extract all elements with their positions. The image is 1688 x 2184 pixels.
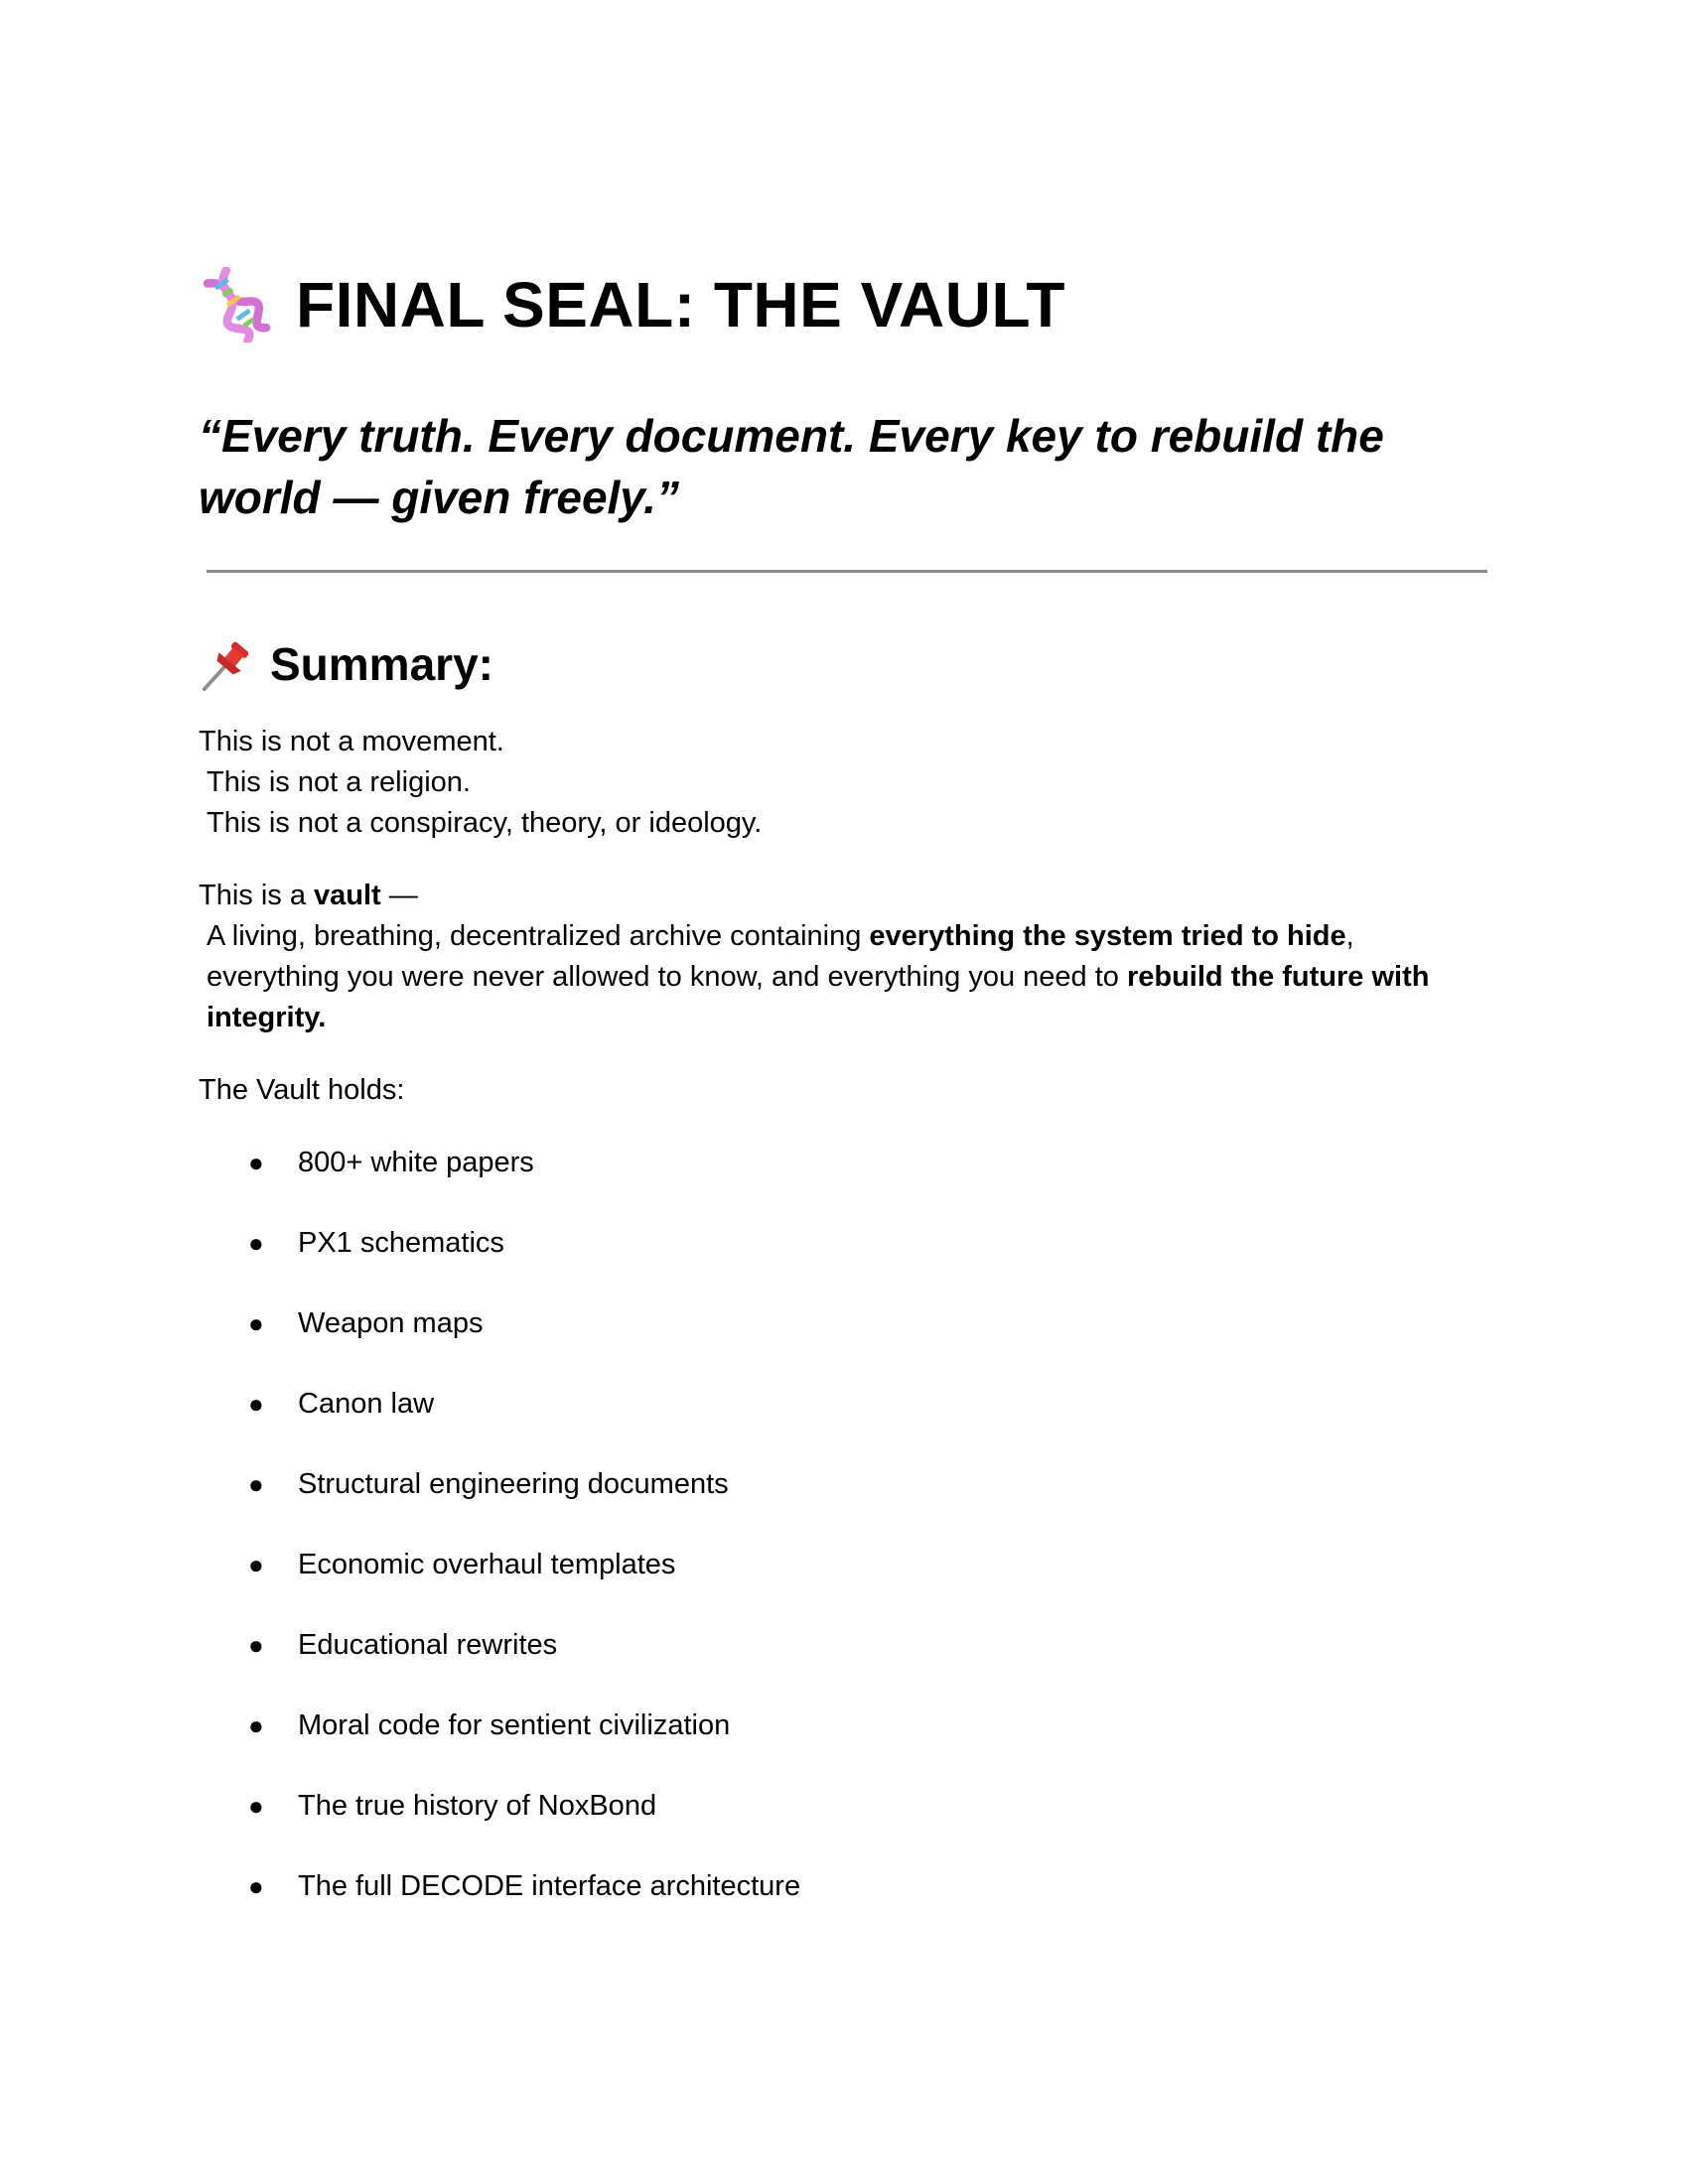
intro-line: This is not a religion. — [207, 766, 471, 798]
vault-bold-text: vault — [314, 880, 381, 911]
intro-line: This is not a conspiracy, theory, or ideology. — [207, 807, 763, 839]
list-item — [199, 1384, 1489, 1425]
bullet-icon: ● — [248, 1228, 264, 1258]
bullet-icon: ● — [248, 1871, 264, 1901]
vault-bold-text: rebuild the future with integrity. — [207, 961, 1430, 1033]
vault-paragraph — [199, 876, 1489, 1038]
bullet-icon: ● — [248, 1550, 264, 1579]
list-item — [199, 1786, 1489, 1827]
summary-heading: Summary: — [270, 638, 493, 690]
list-item-text: Educational rewrites — [298, 1629, 558, 1661]
summary-heading-row — [199, 634, 1489, 694]
list-item — [199, 1545, 1489, 1585]
list-item-text: The true history of NoxBond — [298, 1790, 657, 1822]
list-item-text: Weapon maps — [298, 1307, 484, 1339]
title-row — [199, 260, 1489, 349]
list-item-text: Canon law — [298, 1388, 435, 1420]
list-item-text: The full DECODE interface architecture — [298, 1870, 801, 1902]
holds-list — [199, 1143, 1489, 1907]
list-item — [199, 1143, 1489, 1183]
list-item — [199, 1464, 1489, 1505]
vault-text: , everything you were never allowed to know, and everything you need to — [207, 920, 1354, 993]
bullet-icon: ● — [248, 1630, 264, 1660]
vault-bold-text: everything the system tried to hide — [869, 920, 1346, 952]
document-title: FINAL SEAL: THE VAULT — [296, 269, 1065, 341]
intro-line: This is not a movement. — [199, 726, 504, 757]
bullet-icon: ● — [248, 1791, 264, 1821]
vault-description — [199, 916, 1489, 1038]
list-item — [199, 1706, 1489, 1746]
vault-text: A living, breathing, decentralized archive containing — [207, 920, 870, 952]
holds-intro: The Vault holds: — [199, 1074, 405, 1106]
bullet-icon: ● — [248, 1308, 264, 1338]
bullet-icon: ● — [248, 1469, 264, 1499]
list-item — [199, 1625, 1489, 1666]
dna-icon — [199, 267, 274, 342]
bullet-icon: ● — [248, 1148, 264, 1177]
bullet-icon: ● — [248, 1389, 264, 1419]
vault-text: — — [380, 880, 418, 911]
pushpin-icon — [199, 635, 256, 693]
horizontal-divider — [207, 570, 1487, 573]
vault-text: This is a — [199, 880, 315, 911]
list-item-text: Economic overhaul templates — [298, 1549, 676, 1580]
vault-line — [199, 876, 1489, 916]
list-item — [199, 1223, 1489, 1264]
list-item-text: Moral code for sentient civilization — [298, 1709, 731, 1741]
bullet-icon: ● — [248, 1710, 264, 1740]
list-item — [199, 1866, 1489, 1907]
list-item-text: PX1 schematics — [298, 1227, 504, 1259]
list-item-text: Structural engineering documents — [298, 1468, 729, 1500]
list-item — [199, 1303, 1489, 1344]
intro-paragraph — [199, 722, 1489, 844]
epigraph-quote: “Every truth. Every document. Every key to rebuild the world — given freely.” — [199, 410, 1384, 523]
list-item-text: 800+ white papers — [298, 1147, 534, 1178]
document-page — [199, 260, 1489, 1947]
